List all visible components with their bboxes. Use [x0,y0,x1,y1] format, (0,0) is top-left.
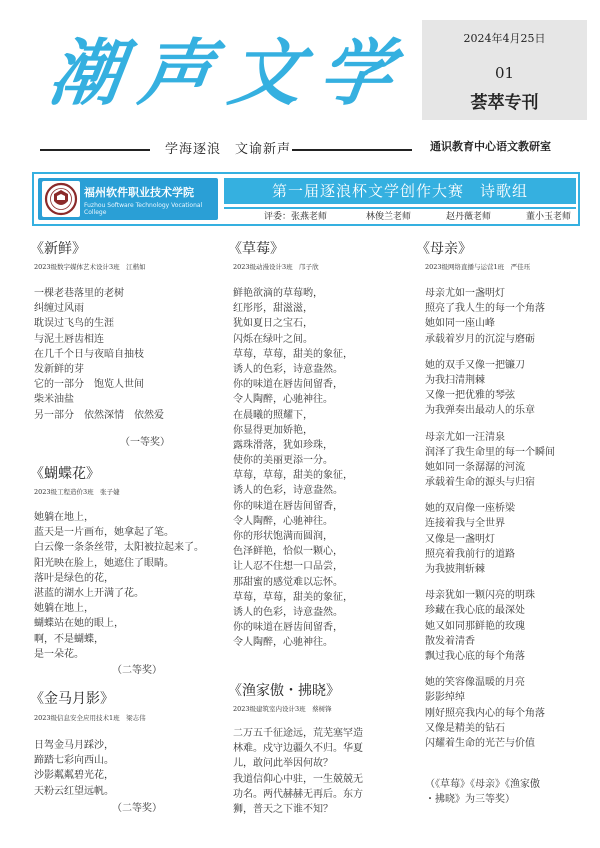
poem-line: 阳光映在脸上，她遮住了眼睛。 [34,557,174,569]
slogan: 学海逐浪 文谕新声 [165,142,292,157]
special-issue-title: 荟萃专刊 [470,93,539,113]
stanza-gap [425,419,555,430]
masthead-char: 文 [224,31,308,115]
poem-line: 承载着生命的源头与归宿 [425,477,535,489]
poem-line: 是一朵花。 [34,648,84,660]
poem-line: 天粉云红望远帆。 [34,785,114,797]
poem-line: 珍藏在我心底的最深处 [425,605,525,617]
poem-line: 你的味道在唇齿间留香， [233,500,343,512]
issue-date: 2024年4月25日 [463,32,546,45]
masthead-title [44,18,410,128]
poem-line: 蓝天是一片画布，她拿起了笔。 [34,527,174,539]
poem-line: 散发着清香 [425,635,475,647]
poem-title: 《金马月影》 [30,691,114,707]
stanza-gap [425,664,555,675]
poem-line: 草莓，草莓，甜美的象征， [233,591,353,603]
poem-line: 为我扫清荆棘 [425,374,485,386]
judge-name: 董小玉老师 [526,212,572,222]
award-note-line: ・拂晓》为三等奖） [425,794,515,805]
poem-line: 她的双肩像一座桥梁 [425,503,515,515]
poem-line: 又像是精美的钻石 [425,722,505,734]
poem-title: 《草莓》 [228,241,284,257]
poem-line: 草莓，草莓，甜美的象征， [233,470,353,482]
issue-info-box [422,20,587,120]
poem-line: 又像一把优雅的琴弦 [425,390,515,402]
poem-line: 她躺在地上， [34,512,94,523]
poem-line: 她如同一座山峰 [425,318,495,330]
poem-line: 影影绰绰 [425,692,465,704]
poem-line: 犹如夏日之宝石， [233,318,313,330]
divider [40,149,150,151]
judges-row [224,207,576,223]
poem-line: 我道信仰心中驻，一生兢兢无 [233,773,363,785]
issue-number: 01 [494,64,515,82]
poem-line: 闪耀着生命的光芒与价值 [425,737,535,749]
poem-line: 使你的美丽更添一分。 [233,455,333,467]
masthead-char: 学 [314,31,398,115]
poem-line: 儿，敢问此举因何故？ [233,758,333,770]
poem-line: 狮，普天之下谁不知？ [233,803,333,815]
poem-line: 为我披荆斩棘 [425,564,485,575]
poem-line: 为我弹奏出最动人的乐章 [425,405,535,417]
divider [292,149,412,151]
stanza-gap [425,577,555,588]
masthead-char: 声 [134,31,218,115]
poem-line: 蹄踏七彩向西山。 [34,755,114,767]
poem-line: 又像是一盏明灯 [425,533,495,545]
poem-line: 让人忍不住想一口品尝， [233,561,343,573]
poem-line: 承载着岁月的沉淀与磨砺 [425,333,535,345]
poem-author: 2023级动漫设计3班 邝子欣 [233,263,319,271]
poem-line: 另一部分 依然深情 依然爱 [34,409,164,421]
poem-line: 母亲尤如一汪清泉 [425,431,505,443]
poem-line: 你显得更加娇艳， [233,424,313,436]
school-logo-icon [42,181,80,217]
poem-line: 那甜蜜的感觉难以忘怀。 [233,576,343,588]
poem-body [34,738,114,799]
poem-line: 落叶是绿色的花， [34,572,114,584]
poem-line: 柴米油盐 [34,394,74,406]
stanza-gap [425,347,555,358]
poem-title: 《母亲》 [416,241,472,257]
poem-line: 纠缠过风雨 [34,303,84,315]
poem-line: 连接着我与全世界 [425,518,505,530]
poem-title: 《新鲜》 [30,241,86,257]
poem-line: 发新鲜的芽 [34,363,84,375]
publisher-office: 通识教育中心语文教研室 [430,140,551,153]
poem-line: 令人陶醉，心驰神往。 [233,637,333,649]
poem-author: 2023级建筑室内设计3班 蔡树锋 [233,705,332,713]
award-note [425,777,540,807]
poem-line: 她如同一条潺潺的河流 [425,461,525,473]
poem-line: 你的味道在唇齿间留香， [233,622,343,634]
poem-line: 林难。戍守边疆久不归。华夏 [233,743,363,755]
poem-line: 诱人的色彩，诗意盎然。 [233,363,343,375]
poem-line: 耽误过飞鸟的生涯 [34,318,114,330]
poem-line: 一棵老巷落里的老树 [34,288,124,299]
poem-line: 与泥土唇齿相连 [34,333,104,345]
poem-line: 露珠滑落，犹如珍珠， [233,439,333,451]
poem-line: 照亮了我人生的每一个角落 [425,303,545,315]
poem-line: 沙影粼粼碧光花， [34,770,114,782]
award-label: （二等奖） [112,665,162,676]
poem-line: 蝴蝶站在她的眼上， [34,618,124,630]
contest-banner [32,172,580,226]
poem-line: 在几千个日与夜暗自抽枝 [34,348,144,360]
poem-line: 诱人的色彩，诗意盎然。 [233,485,343,497]
poem-body [425,286,555,751]
poem-line: 二万五千征途远，荒芜塞罕造 [233,728,363,739]
masthead-char: 潮 [44,31,128,115]
poem-line: 令人陶醉，心驰神往。 [233,394,333,406]
contest-title: 第一届逐浪杯文学创作大赛 诗歌组 [224,178,576,204]
poem-line: 她的笑容像温暖的月亮 [425,677,525,689]
poem-line: 她又如同那鲜艳的玫瑰 [425,620,525,632]
poem-line: 照亮着我前行的道路 [425,548,515,560]
poem-line: 它的一部分 饱览人世间 [34,379,144,391]
judges-label: 评委：张燕老师 [264,212,328,222]
poem-line: 飘过我心底的每个角落 [425,650,525,662]
poem-line: 你的味道在唇齿间留香， [233,379,343,391]
award-note-line: （《草莓》《母亲》《渔家傲 [425,779,540,790]
poem-line: 你的形状饱满而圆润， [233,531,333,542]
award-label: （二等奖） [112,803,162,814]
poem-line: 啊，不是蝴蝶， [34,633,104,645]
poem-line: 闪烁在绿叶之间。 [233,333,313,345]
poem-line: 鲜艳欲滴的草莓哟， [233,288,323,299]
judge-name: 赵丹薇老师 [446,212,492,222]
poem-line: 润泽了我生命里的每一个瞬间 [425,446,555,458]
award-label: （一等奖） [120,437,170,448]
judge-name: 林俊兰老师 [366,212,412,222]
poem-line: 功名。两代赫赫无再后。东方 [233,788,363,800]
poem-line: 日驾金马月踩沙， [34,740,114,751]
poem-author: 2023级信息安全应用技术1班 梁志伟 [34,714,146,722]
poem-body [233,286,353,651]
school-name-english: Fuzhou Software Technology Vocational College [84,202,203,216]
school-block [38,178,218,220]
poem-line: 母亲犹如一颗闪亮的明珠 [425,590,535,602]
poem-line: 母亲尤如一盏明灯 [425,288,505,299]
poem-line: 红彤彤，甜滋滋， [233,303,313,315]
poem-line: 湛蓝的湖水上开满了花。 [34,587,144,599]
poem-body [34,510,204,662]
poem-line: 她躺在地上， [34,603,94,615]
poem-title: 《渔家傲・拂晓》 [228,683,340,699]
poem-body [233,726,363,817]
poem-line: 色泽鲜艳，恰似一颗心， [233,546,343,558]
poem-line: 白云像一条条丝带，太阳被拉起来了。 [34,542,204,554]
stanza-gap [425,490,555,501]
poem-author: 2023级网络直播与运营1班 严佳珏 [425,263,531,271]
poem-line: 草莓，草莓，甜美的象征， [233,348,353,360]
poem-line: 诱人的色彩，诗意盎然。 [233,606,343,618]
poem-author: 2023级数字媒体艺术设计3班 江楷如 [34,263,146,271]
poem-title: 《蝴蝶花》 [30,466,100,482]
poem-line: 在晨曦的照耀下， [233,409,313,421]
school-name: 福州软件职业技术学院 [84,186,194,199]
poem-line: 刚好照亮我内心的每个角落 [425,707,545,719]
poem-author: 2023级工程造价3班 张子婕 [34,488,120,496]
poem-line: 令人陶醉，心驰神往。 [233,515,333,527]
poem-line: 她的双手又像一把镰刀 [425,359,525,371]
poem-body [34,286,164,423]
